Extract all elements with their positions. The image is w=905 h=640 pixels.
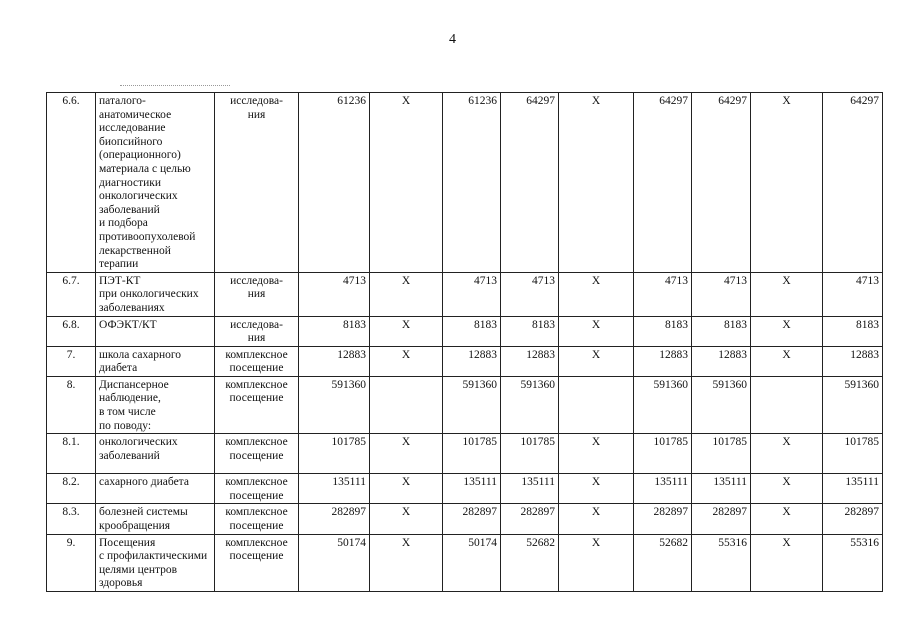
value-cell: 101785: [692, 434, 751, 474]
value-cell: 282897: [634, 504, 692, 534]
not-applicable-cell: X: [751, 474, 823, 504]
not-applicable-cell: X: [559, 534, 634, 591]
row-name: онкологических заболеваний: [96, 434, 215, 474]
value-cell: 64297: [634, 93, 692, 273]
row-name: Посещения с профилактическими целями центров здоровья: [96, 534, 215, 591]
value-cell: 591360: [692, 376, 751, 433]
not-applicable-cell: [751, 376, 823, 433]
value-cell: 4713: [501, 272, 559, 316]
not-applicable-cell: X: [559, 504, 634, 534]
not-applicable-cell: X: [370, 93, 443, 273]
value-cell: 282897: [692, 504, 751, 534]
row-name: ПЭТ-КТ при онкологических заболеваниях: [96, 272, 215, 316]
value-cell: 64297: [501, 93, 559, 273]
row-unit: комплексное посещение: [215, 434, 299, 474]
value-cell: 282897: [299, 504, 370, 534]
value-cell: 4713: [299, 272, 370, 316]
row-number: 7.: [47, 346, 96, 376]
not-applicable-cell: X: [559, 434, 634, 474]
not-applicable-cell: X: [751, 316, 823, 346]
value-cell: 52682: [634, 534, 692, 591]
row-number: 8.1.: [47, 434, 96, 474]
value-cell: 101785: [443, 434, 501, 474]
value-cell: 101785: [501, 434, 559, 474]
data-table: [46, 92, 883, 592]
value-cell: 55316: [823, 534, 883, 591]
value-cell: 135111: [823, 474, 883, 504]
value-cell: 282897: [501, 504, 559, 534]
value-cell: 8183: [634, 316, 692, 346]
row-unit: комплексное посещение: [215, 346, 299, 376]
value-cell: 8183: [823, 316, 883, 346]
not-applicable-cell: X: [751, 504, 823, 534]
not-applicable-cell: [559, 376, 634, 433]
value-cell: 4713: [823, 272, 883, 316]
value-cell: 101785: [299, 434, 370, 474]
not-applicable-cell: X: [370, 534, 443, 591]
value-cell: 12883: [692, 346, 751, 376]
row-name: школа сахарного диабета: [96, 346, 215, 376]
value-cell: 135111: [299, 474, 370, 504]
value-cell: 8183: [501, 316, 559, 346]
row-number: 8.2.: [47, 474, 96, 504]
row-number: 6.6.: [47, 93, 96, 273]
row-name: сахарного диабета: [96, 474, 215, 504]
row-name: болезней системы крообращения: [96, 504, 215, 534]
value-cell: 12883: [443, 346, 501, 376]
not-applicable-cell: X: [751, 93, 823, 273]
row-name: Диспансерное наблюдение, в том числе по поводу:: [96, 376, 215, 433]
row-unit: комплексное посещение: [215, 376, 299, 433]
value-cell: 12883: [634, 346, 692, 376]
value-cell: 12883: [501, 346, 559, 376]
value-cell: 591360: [299, 376, 370, 433]
value-cell: 12883: [299, 346, 370, 376]
not-applicable-cell: X: [751, 434, 823, 474]
value-cell: 52682: [501, 534, 559, 591]
not-applicable-cell: X: [370, 474, 443, 504]
not-applicable-cell: X: [370, 434, 443, 474]
value-cell: 50174: [443, 534, 501, 591]
row-unit: исследова- ния: [215, 93, 299, 273]
not-applicable-cell: X: [559, 346, 634, 376]
not-applicable-cell: X: [751, 346, 823, 376]
value-cell: 4713: [692, 272, 751, 316]
not-applicable-cell: X: [559, 316, 634, 346]
row-name: ОФЭКТ/КТ: [96, 316, 215, 346]
table-row: [47, 534, 883, 591]
value-cell: 101785: [634, 434, 692, 474]
value-cell: 50174: [299, 534, 370, 591]
value-cell: 61236: [299, 93, 370, 273]
value-cell: 135111: [634, 474, 692, 504]
row-number: 8.: [47, 376, 96, 433]
not-applicable-cell: X: [370, 346, 443, 376]
value-cell: 101785: [823, 434, 883, 474]
row-unit: исследова- ния: [215, 316, 299, 346]
value-cell: 8183: [692, 316, 751, 346]
value-cell: 591360: [443, 376, 501, 433]
table-row: [47, 346, 883, 376]
row-number: 6.8.: [47, 316, 96, 346]
value-cell: 282897: [443, 504, 501, 534]
value-cell: 12883: [823, 346, 883, 376]
value-cell: 135111: [692, 474, 751, 504]
row-number: 6.7.: [47, 272, 96, 316]
value-cell: 591360: [501, 376, 559, 433]
table-row: [47, 376, 883, 433]
not-applicable-cell: X: [559, 93, 634, 273]
value-cell: 282897: [823, 504, 883, 534]
row-unit: комплексное посещение: [215, 474, 299, 504]
table-row: [47, 316, 883, 346]
not-applicable-cell: [370, 376, 443, 433]
table-row: [47, 504, 883, 534]
row-unit: исследова- ния: [215, 272, 299, 316]
not-applicable-cell: X: [559, 474, 634, 504]
value-cell: 8183: [443, 316, 501, 346]
row-name: паталого- анатомическое исследование биопсийного (операционного) материала с целью диагностики онкологических заболеваний и подбора противоопухолевой лекарственной терапии: [96, 93, 215, 273]
value-cell: 135111: [501, 474, 559, 504]
not-applicable-cell: X: [751, 272, 823, 316]
not-applicable-cell: X: [370, 316, 443, 346]
row-number: 9.: [47, 534, 96, 591]
not-applicable-cell: X: [370, 504, 443, 534]
page-number: 4: [449, 32, 456, 47]
row-unit: комплексное посещение: [215, 534, 299, 591]
table-row: [47, 474, 883, 504]
value-cell: 8183: [299, 316, 370, 346]
not-applicable-cell: X: [559, 272, 634, 316]
table-row: [47, 93, 883, 273]
value-cell: 55316: [692, 534, 751, 591]
header-divider: [120, 85, 230, 86]
table-row: [47, 272, 883, 316]
row-number: 8.3.: [47, 504, 96, 534]
value-cell: 591360: [634, 376, 692, 433]
row-unit: комплексное посещение: [215, 504, 299, 534]
not-applicable-cell: X: [751, 534, 823, 591]
value-cell: 64297: [823, 93, 883, 273]
value-cell: 4713: [634, 272, 692, 316]
value-cell: 64297: [692, 93, 751, 273]
value-cell: 4713: [443, 272, 501, 316]
not-applicable-cell: X: [370, 272, 443, 316]
value-cell: 591360: [823, 376, 883, 433]
value-cell: 61236: [443, 93, 501, 273]
table-row: [47, 434, 883, 474]
value-cell: 135111: [443, 474, 501, 504]
